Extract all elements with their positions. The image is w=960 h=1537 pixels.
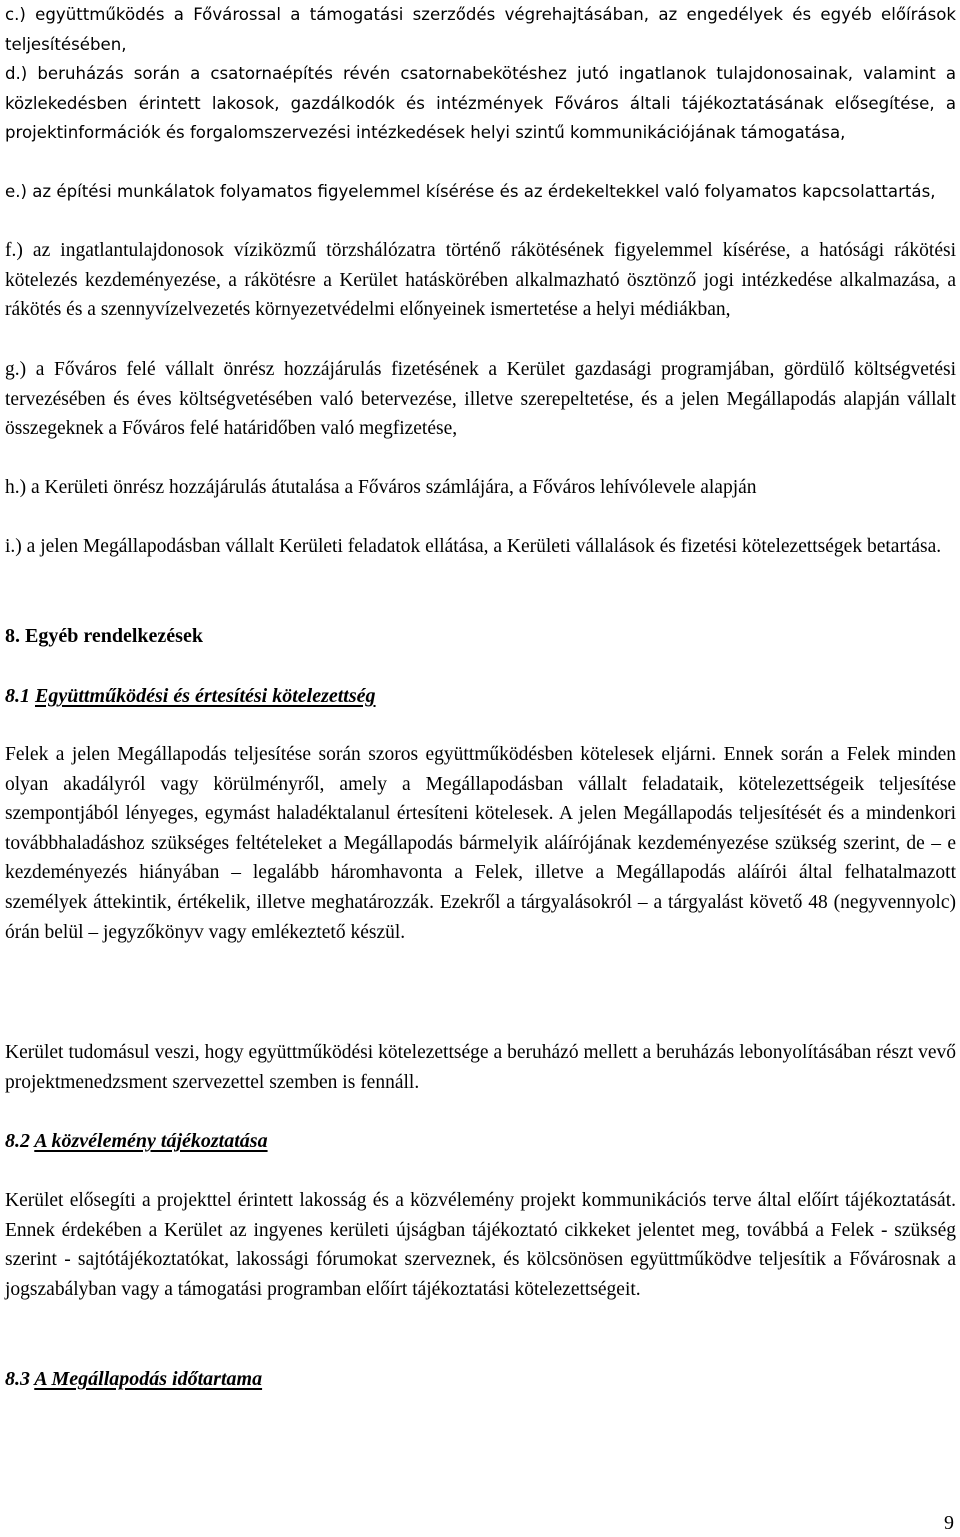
list-item-d: d.) beruházás során a csatornaépítés révén csatornabekötéshez jutó ingatlanok tulajdonosainak, valamint a közlekedésben érintett lakosok, gazdálkodók és intézmények Főváros általi tájékoztatásának elősegítése, a projektinformációk és forgalomszervezési intézkedések helyi szintű kommunikációjának támogatása, bbox=[5, 64, 956, 143]
section-8-2-paragraph-1: Kerület elősegíti a projekttel érintett lakosság és a közvélemény projekt kommunikációs terve által előírt tájékoztatását. Ennek érdekében a Kerület az ingyenes kerületi újságban tájékoztató cikkeket jelentet meg, továbbá a Felek - szükség szerint - sajtótájékoztatókat, lakossági fórumokat szerveznek, és kölcsönösen együttműködve teljesítik a Fővárosnak a jogszabályban vagy a támogatási programban előírt tájékoztatási kötelezettségeit. bbox=[5, 1190, 956, 1300]
section-8-1-paragraph-2: Kerület tudomásul veszi, hogy együttműködési kötelezettsége a beruházó mellett a beruházás lebonyolításában részt vevő projektmenedzsment szervezettel szemben is fennáll. bbox=[5, 1042, 956, 1093]
section-8-3-title bbox=[5, 1364, 262, 1394]
page-number: 9 bbox=[944, 1512, 954, 1534]
list-item-c: c.) együttműködés a Fővárossal a támogatási szerződés végrehajtásában, az engedélyek és egyéb előírások teljesítésében, bbox=[5, 5, 956, 54]
section-8-3-heading: A Megállapodás időtartama bbox=[34, 1368, 263, 1390]
section-8-2-number: 8.2 bbox=[5, 1130, 35, 1152]
section-8-2-heading: A közvélemény tájékoztatása bbox=[34, 1130, 268, 1152]
section-8-1-paragraph-1: Felek a jelen Megállapodás teljesítése során szoros együttműködésben kötelesek eljárni. Ennek során a Felek minden olyan akadályról vagy körülményről, amely a Megállapodásban vállalt feladataik, kötelezettségeik teljesítése szempontjából lényeges, egymást haladéktalanul értesíteni kötelesek. A jelen Megállapodás teljesítését és a mindenkori továbbhaladáshoz szükséges feltételeket a Megállapodás bármelyik aláírójának kezdeményezése szükség szerint, de – e kezdeményezés hiányában – legalább háromhavonta a Felek, illetve a Megállapodás aláírói által felhatalmazott személyek áttekintik, értékelik, illetve meghatározzák. Ezekről a tárgyalásokról – a tárgyalást követő 48 (negyvennyolc) órán belül – jegyzőkönyv vagy emlékeztető készül. bbox=[5, 744, 956, 943]
list-item-f: f.) az ingatlantulajdonosok víziközmű törzshálózatra történő rákötésének figyelemmel kísérése, a hatósági rákötési kötelezés kezdeményezése, a rákötésre a Kerület hatáskörében alkalmazható ösztönző jogi intézkedése alkalmazása, a rákötés és a szennyvízelvezetés környezetvédelmi előnyeinek ismertetése a helyi médiákban, bbox=[5, 240, 956, 321]
section-8-1-title bbox=[5, 681, 376, 711]
section-8-1-number: 8.1 bbox=[5, 685, 35, 707]
section-8-title: 8. Egyéb rendelkezések bbox=[5, 625, 203, 647]
list-item-g: g.) a Főváros felé vállalt önrész hozzájárulás fizetésének a Kerület gazdasági programjában, gördülő költségvetési tervezésében és éves költségvetésében való betervezése, illetve szerepeltetése, és a jelen Megállapodás alapján vállalt összegeknek a Főváros felé határidőben való megfizetése, bbox=[5, 359, 956, 440]
section-8-3-number: 8.3 bbox=[5, 1368, 35, 1390]
section-8-1-heading: Együttműködési és értesítési kötelezettség bbox=[35, 685, 376, 707]
list-item-h: h.) a Kerületi önrész hozzájárulás átutalása a Főváros számlájára, a Főváros lehívólevele alapján bbox=[5, 477, 757, 498]
section-8-2-title bbox=[5, 1126, 268, 1156]
list-item-e: e.) az építési munkálatok folyamatos figyelemmel kísérése és az érdekeltekkel való folyamatos kapcsolattartás, bbox=[5, 182, 936, 201]
list-item-i: i.) a jelen Megállapodásban vállalt Kerületi feladatok ellátása, a Kerületi vállalások és fizetési kötelezettségek betartása. bbox=[5, 536, 942, 557]
